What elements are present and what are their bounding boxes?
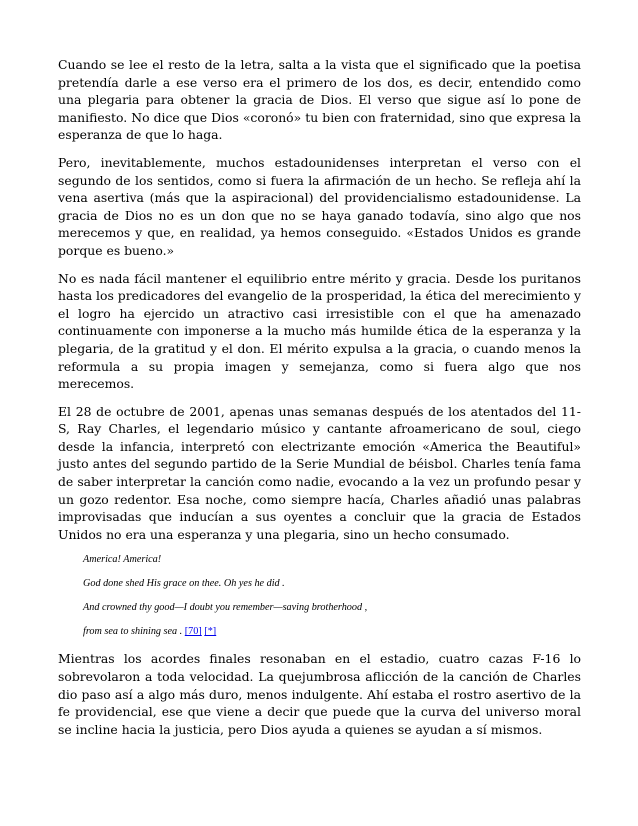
- paragraph-2: Pero, inevitablemente, muchos estadounidenses interpretan el verso con el segundo de los sentidos, como si fuera la afirmación de un hecho. Se refleja ahí la vena asertiva (más que la aspiracional) del providencialismo estadounidense. La gracia de Dios no es un don que no se haya ganado todavía, sino algo que nos merecemos y que, en realidad, ya hemos conseguido. «Estados Unidos es grande porque es bueno.»: [58, 154, 581, 258]
- paragraph-1: Cuando se lee el resto de la letra, salta a la vista que el significado que la poetisa pretendía darle a ese verso era el primero de los dos, es decir, entendido como una plegaria para obtener la gracia de Dios. El verso que sigue así lo pone de manifiesto. No dice que Dios «coronó» tu bien con fraternidad, sino que expresa la esperanza de que lo haga.: [58, 57, 581, 143]
- verse-line-2: God done shed His grace on thee. Oh yes he did .: [83, 578, 285, 590]
- paragraph-4: El 28 de octubre de 2001, apenas unas semanas después de los atentados del 11-S, Ray Charles, el legendario músico y cantante afroamericano de soul, ciego desde la infancia, interpretó con electrizante emoción «America the Beautiful» justo antes del segundo partido de la Serie Mundial de béisbol. Charles tenía fama de saber interpretar la canción como nadie, evocando a la vez un profundo pesar y un gozo redentor. Esa noche, como siempre hacía, Charles añadió unas palabras improvisadas que inducían a sus oyentes a concluir que la gracia de Estados Unidos no era una esperanza y una plegaria, sino un hecho consumado.: [58, 403, 581, 542]
- verse-line-4: [83, 625, 581, 638]
- footnote-link-70[interactable]: [70]: [184, 626, 202, 638]
- song-verse: [83, 553, 581, 638]
- verse-line-4-text: from sea to shining sea .: [83, 626, 185, 638]
- footnote-link-asterisk[interactable]: [*]: [204, 626, 217, 638]
- paragraph-5: Mientras los acordes finales resonaban en el estadio, cuatro cazas F-16 lo sobrevolaron a toda velocidad. La quejumbrosa aflicción de la canción de Charles dio paso así a algo más duro, menos indulgente. Ahí estaba el rostro asertivo de la fe providencial, ese que viene a decir que puede que la curva del universo moral se incline hacia la justicia, pero Dios ayuda a quienes se ayudan a sí mismos.: [58, 651, 581, 737]
- verse-line-3: And crowned thy good—I doubt you remember—saving brotherhood ,: [83, 602, 368, 614]
- verse-line-1: America! America!: [83, 554, 162, 566]
- document-page: [58, 56, 581, 748]
- paragraph-3: No es nada fácil mantener el equilibrio entre mérito y gracia. Desde los puritanos hasta los predicadores del evangelio de la prosperidad, la ética del merecimiento y el logro ha ejercido un atractivo casi irresistible con el que ha amenazado continuamente con imponerse a la mucho más humilde ética de la esperanza y la plegaria, de la gratitud y el don. El mérito expulsa a la gracia, o cuando menos la reformula a su propia imagen y semejanza, como si fuera algo que nos merecemos.: [58, 270, 581, 392]
